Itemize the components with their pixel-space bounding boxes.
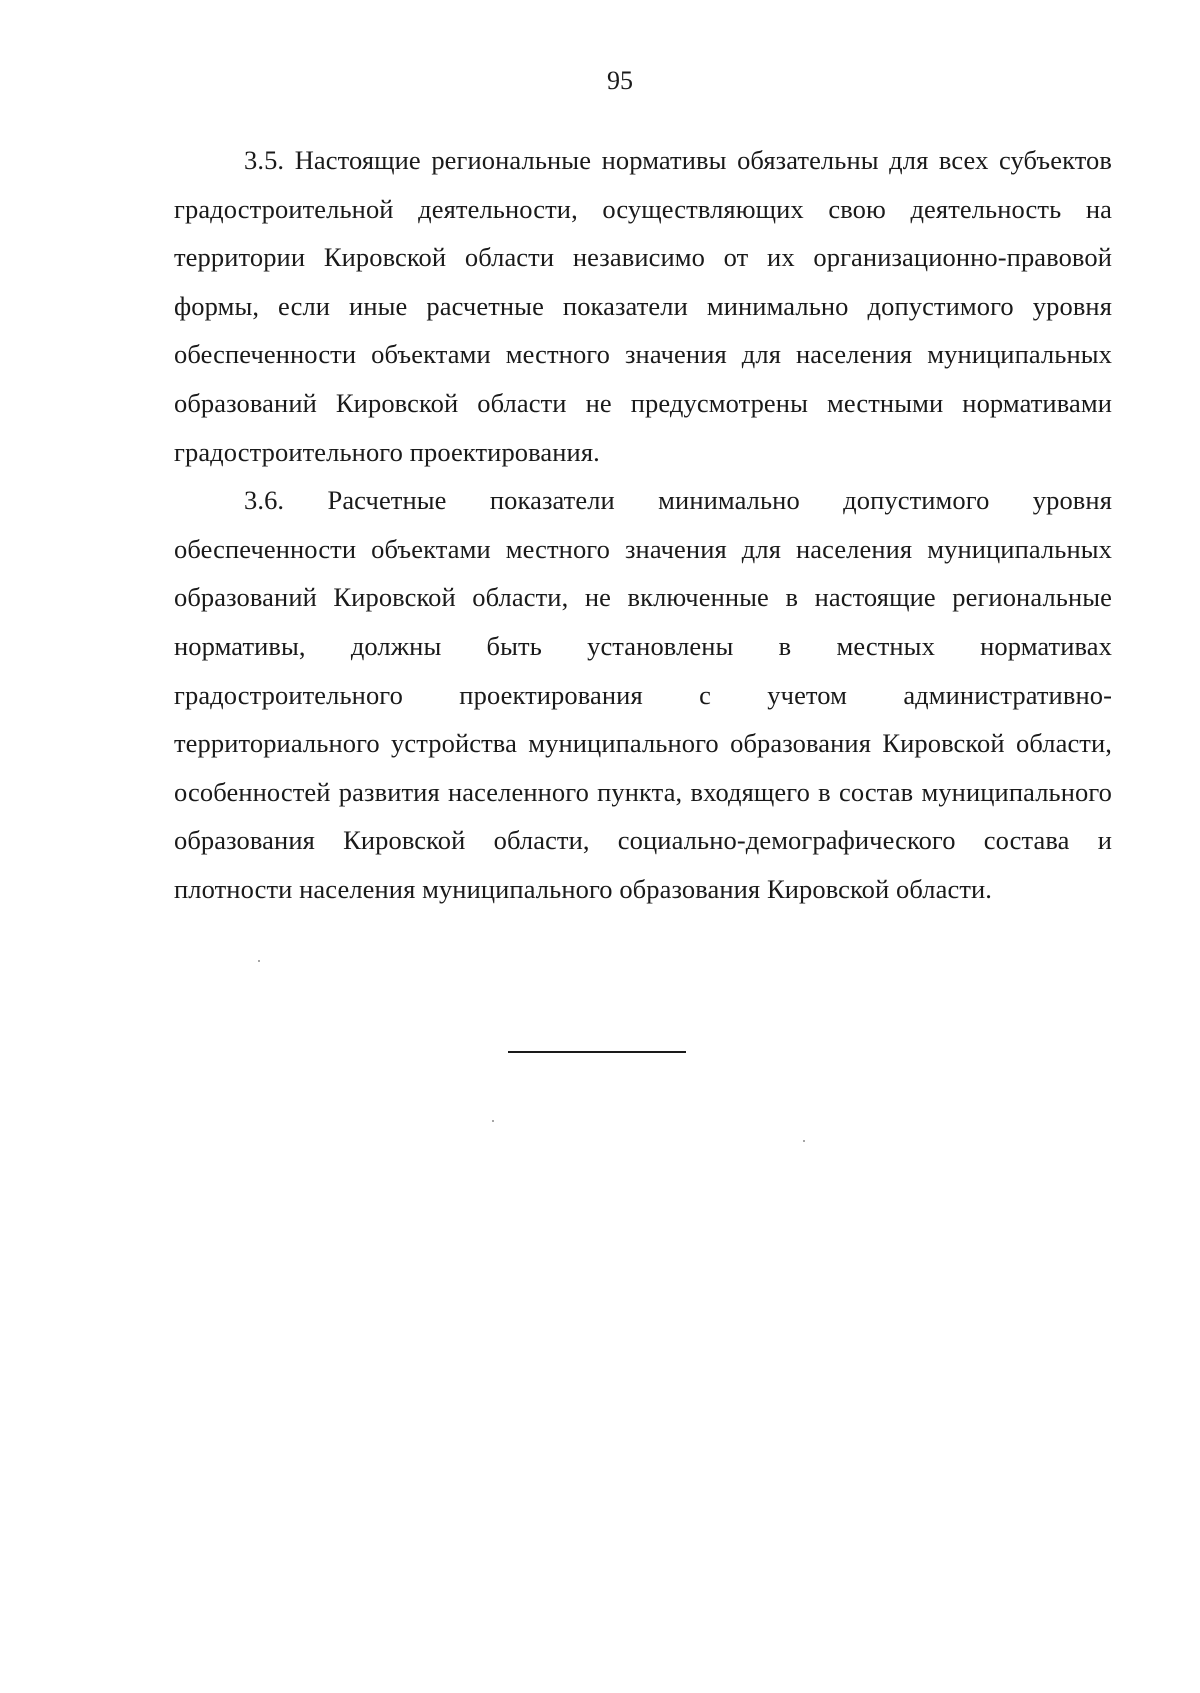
paragraph-3-6: 3.6. Расчетные показатели минимально допустимого уровня обеспеченности объектами местного значения для населения муниципальных образований Кировской области, не включенные в настоящие региональные нормативы, должны быть установлены в местных нормативах градостроительного проектирования с учетом административно-территориального устройства муниципального образования Кировской области, особенностей развития населенного пункта, входящего в состав муниципального образования Кировской области, социально-демографического состава и плотности населения муниципального образования Кировской области. <box>174 485 1112 904</box>
scan-speck <box>258 960 260 962</box>
closing-rule <box>508 1051 686 1053</box>
paragraph-3-5: 3.5. Настоящие региональные нормативы обязательны для всех субъектов градостроительной деятельности, осуществляющих свою деятельность на территории Кировской области независимо от их организационно-правовой формы, если иные расчетные показатели минимально допустимого уровня обеспеченности объектами местного значения для населения муниципальных образований Кировской области не предусмотрены местными нормативами градостроительного проектирования. <box>174 145 1112 467</box>
scan-speck <box>803 1140 805 1142</box>
body-text <box>174 136 1112 914</box>
page-number: 95 <box>607 66 633 95</box>
scan-speck <box>492 1120 494 1122</box>
